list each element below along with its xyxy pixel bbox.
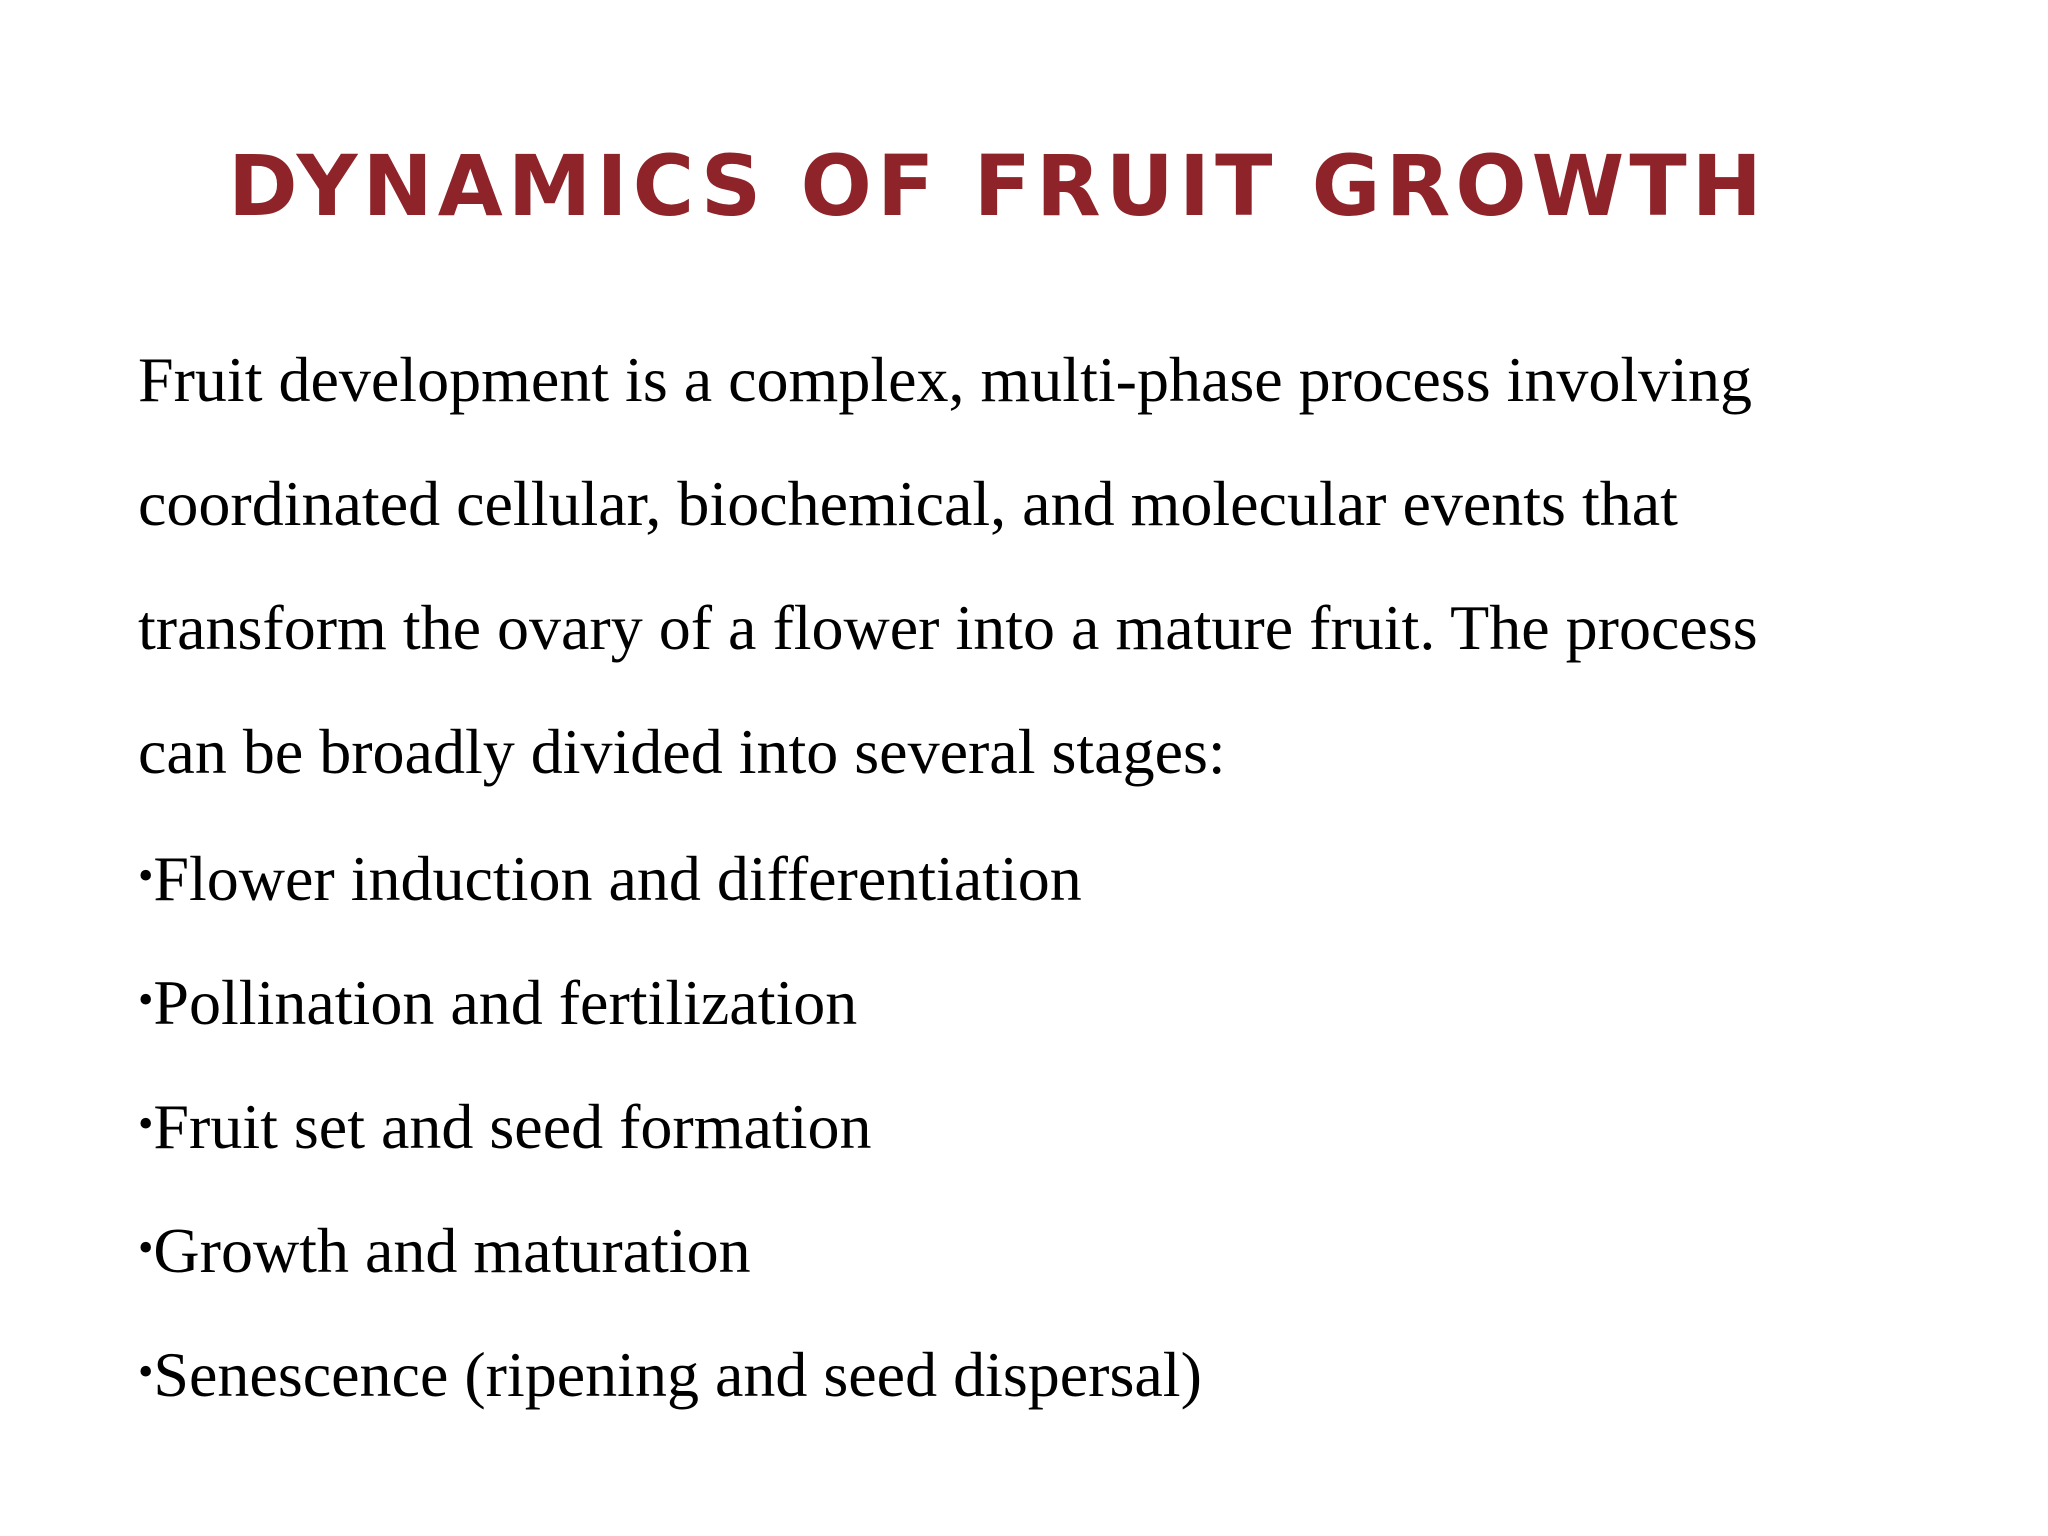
list-item-text: Senescence (ripening and seed dispersal) xyxy=(153,1339,1202,1410)
intro-line: Fruit development is a complex, multi-phase process involving xyxy=(138,344,1752,415)
intro-line: transform the ovary of a flower into a mature fruit. The process xyxy=(138,592,1758,663)
bullet-icon: • xyxy=(138,1223,154,1272)
bullet-icon: • xyxy=(138,851,154,900)
intro-paragraph xyxy=(138,318,1998,814)
bullet-icon: • xyxy=(138,1099,154,1148)
intro-line: can be broadly divided into several stages: xyxy=(138,716,1226,787)
bullet-icon: • xyxy=(138,975,154,1024)
list-item-text: Fruit set and seed formation xyxy=(153,1091,872,1162)
list-item-text: Flower induction and differentiation xyxy=(153,843,1082,914)
list-item xyxy=(138,814,1998,938)
list-item xyxy=(138,1310,1998,1434)
list-item xyxy=(138,938,1998,1062)
list-item-text: Growth and maturation xyxy=(153,1215,751,1286)
bullet-icon: • xyxy=(138,1347,154,1396)
stage-list xyxy=(138,814,1998,1434)
slide-title: DYNAMICS OF FRUIT GROWTH xyxy=(228,137,1767,235)
list-item-text: Pollination and fertilization xyxy=(153,967,858,1038)
list-item xyxy=(138,1062,1998,1186)
list-item xyxy=(138,1186,1998,1310)
intro-line: coordinated cellular, biochemical, and molecular events that xyxy=(138,468,1678,539)
slide-body xyxy=(138,318,1998,1434)
